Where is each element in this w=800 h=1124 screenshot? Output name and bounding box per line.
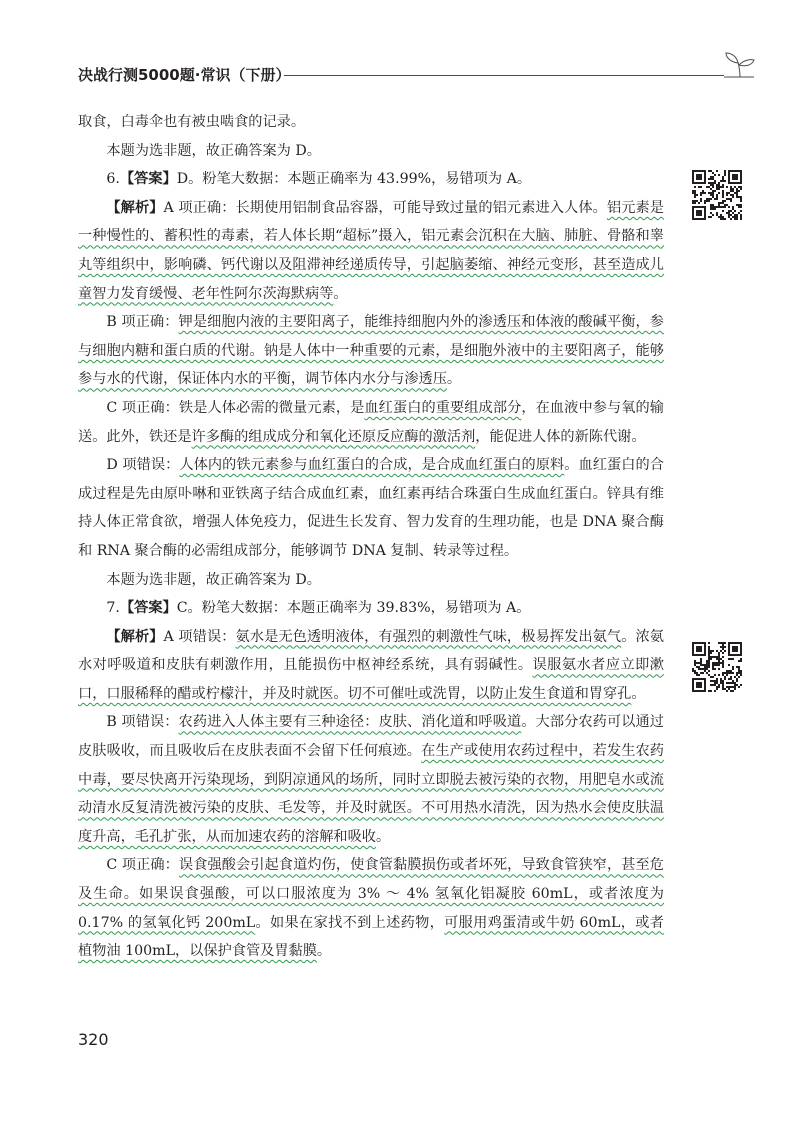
q6-conclusion <box>78 566 664 595</box>
question-number: 6. <box>106 171 120 188</box>
underlined-text: 氨水是无色透明液体，有强烈的刺激性气味，极易挥发出氨气 <box>235 628 622 645</box>
sprout-icon <box>720 50 760 84</box>
answer-label: 【答案】 <box>119 171 177 188</box>
text-line: 本题为选非题，故正确答案为 D。 <box>106 142 321 159</box>
text-line: 取食，白毒伞也有被虫啮食的记录。 <box>78 114 306 130</box>
underlined-text: 误服氨水者应立即漱口，口服稀释的醋或柠檬汁，并及时就医。切不可催吐或洗胃，以防止发生食道和胃穿孔 <box>78 657 664 702</box>
answer-label: 【答案】 <box>119 600 177 617</box>
q6-explanation-c <box>78 394 664 451</box>
underlined-text: 人体内的铁元素参与血红蛋白的合成，是合成血红蛋白的原料 <box>179 457 565 474</box>
explanation-label: 【解析】 <box>106 199 164 216</box>
q7-explanation-a <box>78 623 664 709</box>
text-span: B 项错误： <box>106 714 179 731</box>
underlined-text: 钾是细胞内液的主要阳离子，能维持细胞内外的渗透压和体液的酸碱平衡，参与细胞内糖和蛋白质的代谢。钠是人体中一种重要的元素，是细胞外液中的主要阳离子，能够参与水的代谢，保证体内水的平衡，调节体内水分与渗透压 <box>78 314 664 388</box>
text-span: D 项错误： <box>106 457 180 474</box>
underlined-text: 农药进入人体主要有三种途径：皮肤、消化道和呼吸道 <box>178 714 522 731</box>
underlined-text: 可服用鸡蛋清或牛奶 60mL，或者植物油 100mL，以保护食管及胃黏膜 <box>78 914 664 960</box>
qr-code-icon[interactable] <box>692 642 742 692</box>
text-span: 。血红蛋白的合成过程是先由原卟啉和亚铁离子结合成血红素，血红素再结合珠蛋白生成血红蛋白。锌具有维持人体正常食欲，增强人体免疫力，促进生长发育、智力发育的生理功能，也是 DNA 聚合酶和 RNA 聚合酶的必需组成部分，能够调节 DNA 复制、转录等过程。 <box>78 457 664 559</box>
q7-answer <box>78 594 664 623</box>
text-span: 。 <box>631 685 646 702</box>
book-title: 决战行测5000题·常识（下册） <box>78 66 291 84</box>
text-span: 。大部分农药可以通过皮肤吸收，而且吸收后在皮肤表面不会留下任何痕迹。 <box>78 714 664 760</box>
underlined-text: 误食强酸会引起食道灼伤，使食管黏膜损伤或者坏死，导致食管狭窄，甚至危及生命。如果误食强酸，可以口服浓度为 3% ～ 4% 氢氧化铝凝胶 60mL，或者浓度为 0.17% 的氢氧化钙 200mL <box>78 857 664 931</box>
underlined-text: 血红蛋白的重要组成部分 <box>364 399 522 416</box>
q6-explanation-b <box>78 308 664 394</box>
text-span: 。 <box>316 943 332 960</box>
paragraph <box>78 108 664 137</box>
underlined-text: 许多酶的组成成分和氧化还原反应酶的激活剂 <box>191 428 476 445</box>
text-span: 。 <box>375 828 391 845</box>
answer-text: D。粉笔大数据：本题正确率为 43.99%，易错项为 A。 <box>176 171 532 188</box>
text-span: 。如果在家找不到上述药物， <box>255 914 445 931</box>
running-header <box>78 62 758 88</box>
text-span: A 项正确：长期使用铝制食品容器，可能导致过量的铝元素进入人体。 <box>163 199 607 216</box>
text-span: 。 <box>446 371 462 388</box>
q6-explanation-d <box>78 451 664 565</box>
q6-explanation-a <box>78 194 664 308</box>
text-span: C 项正确： <box>106 857 179 874</box>
paragraph <box>78 137 664 166</box>
qr-code-icon[interactable] <box>692 170 742 220</box>
text-span: 。浓氨水对呼吸道和皮肤有刺激作用，且能损伤中枢神经系统，具有弱碱性。 <box>78 628 664 674</box>
underlined-text: 在生产或使用农药过程中，若发生农药中毒，要尽快离开污染现场，到阴凉通风的场所，同时立即脱去被污染的衣物，用肥皂水或流动清水反复清洗被污染的皮肤、毛发等，并及时就医。不可用热水清洗，因为热水会使皮肤温度升高，毛孔扩张，从而加速农药的溶解和吸收 <box>78 743 664 845</box>
body-text <box>78 108 664 966</box>
header-rule <box>284 75 724 76</box>
text-span: C 项正确：铁是人体必需的微量元素，是 <box>106 399 365 416</box>
q7-explanation-b <box>78 708 664 851</box>
answer-text: C。粉笔大数据：本题正确率为 39.83%，易错项为 A。 <box>176 600 531 617</box>
text-span: ，能促进人体的新陈代谢。 <box>475 428 646 445</box>
underlined-text: 铝元素是一种慢性的、蓄积性的毒素，若人体长期“超标”摄入，铝元素会沉积在大脑、肺脏、骨骼和睾丸等组织中，影响磷、钙代谢以及阻滞神经递质传导，引起脑萎缩、神经元变形，甚至造成儿童智力发育缓慢、老年性阿尔茨海默病等 <box>78 199 664 302</box>
text-span: 本题为选非题，故正确答案为 D。 <box>106 571 321 588</box>
q7-explanation-c <box>78 851 664 965</box>
page-number: 320 <box>78 1030 109 1049</box>
text-span: B 项正确： <box>106 314 179 331</box>
question-number: 7. <box>106 600 120 617</box>
q6-answer <box>78 165 664 194</box>
text-span: 。 <box>333 285 348 302</box>
text-span: A 项错误： <box>163 628 236 645</box>
explanation-label: 【解析】 <box>106 628 164 645</box>
text-span: ，在血液中参与氧的输送。此外，铁还是 <box>78 399 664 445</box>
